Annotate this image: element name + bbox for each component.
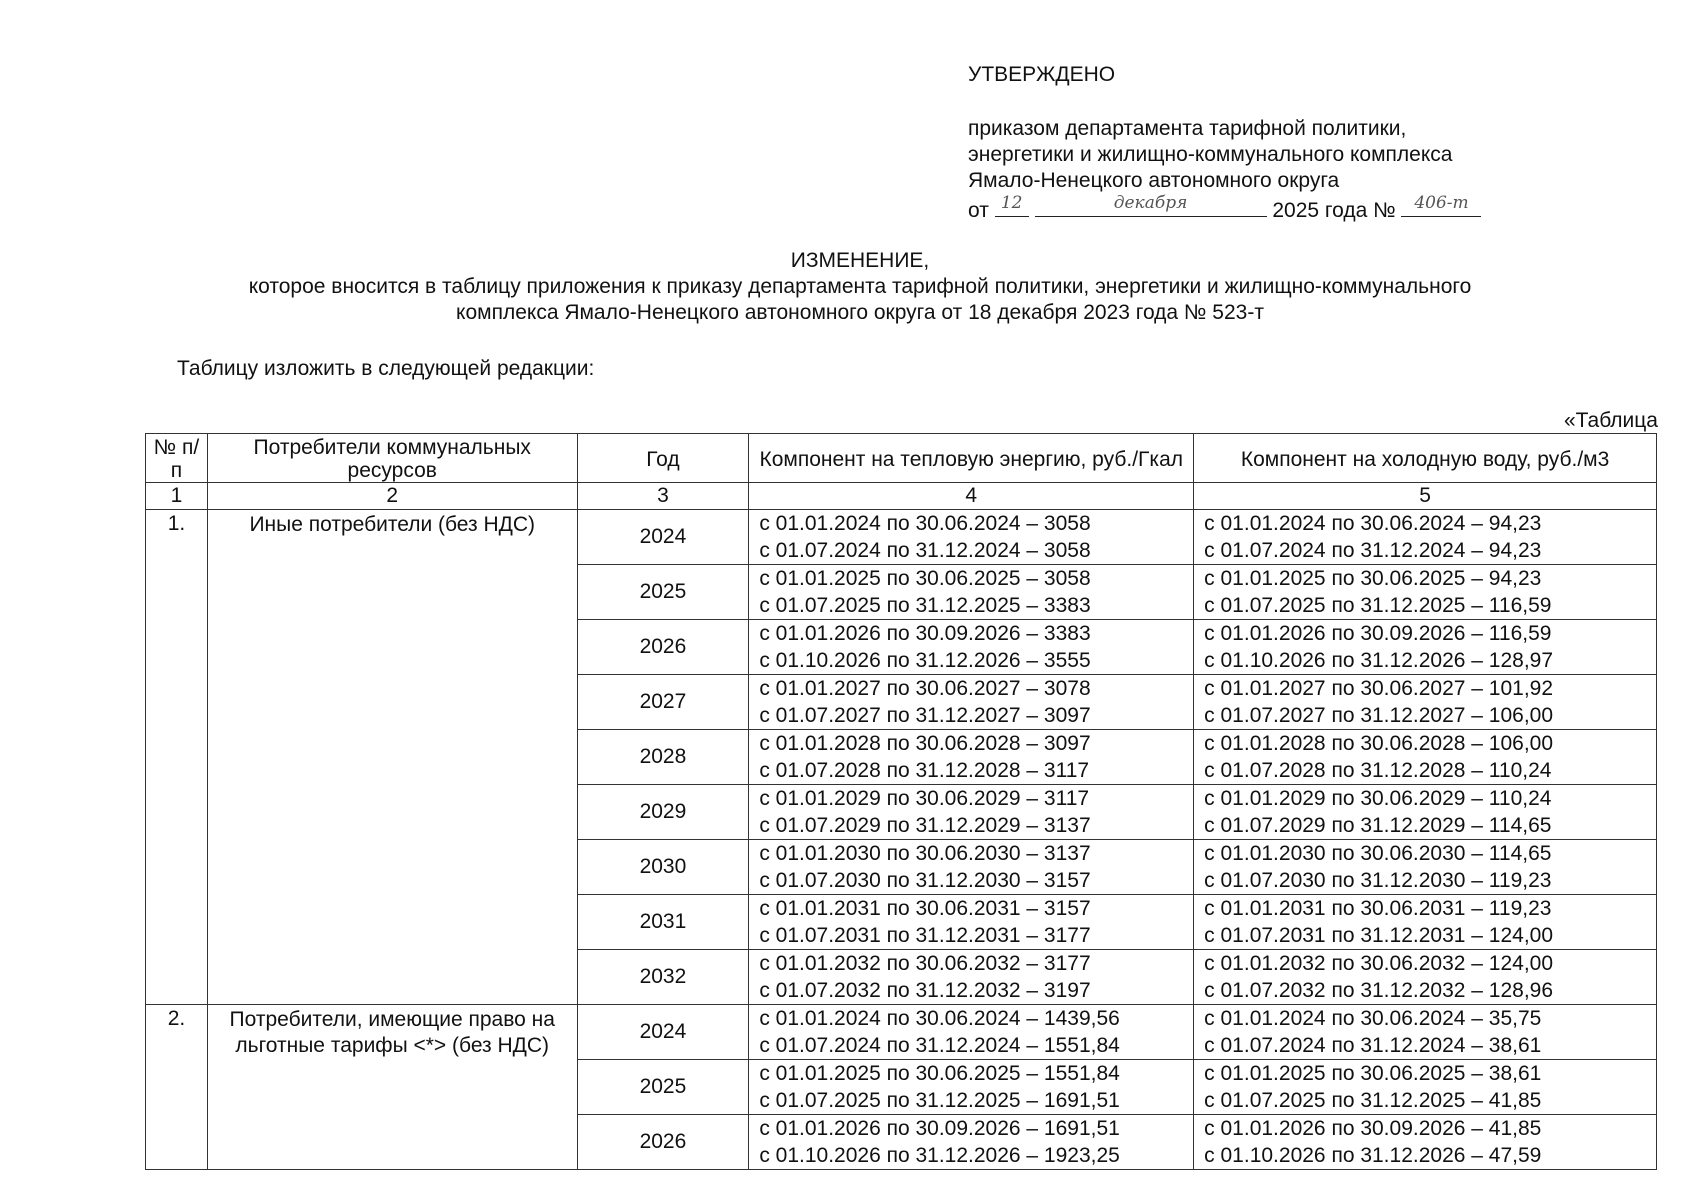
table-row [146, 510, 1657, 565]
heat-period-line: с 01.07.2028 по 31.12.2028 – 3117 [759, 759, 1090, 782]
year-cell: 2026 [577, 1115, 749, 1170]
year-cell: 2028 [577, 730, 749, 785]
water-tariff-cell [1194, 785, 1657, 840]
year-cell: 2030 [577, 840, 749, 895]
water-tariff-cell [1194, 510, 1657, 565]
year-cell: 2026 [577, 620, 749, 675]
heat-period-line: с 01.01.2029 по 30.06.2029 – 3117 [759, 787, 1090, 810]
month-handwritten: декабря [1113, 193, 1188, 213]
heat-period-line: с 01.07.2032 по 31.12.2032 – 3197 [759, 979, 1091, 1002]
from-label: от [968, 199, 989, 222]
heat-tariff-cell [749, 730, 1194, 785]
water-tariff-cell [1194, 1060, 1657, 1115]
heat-tariff-cell [749, 840, 1194, 895]
heat-tariff-cell [749, 620, 1194, 675]
water-tariff-cell [1194, 730, 1657, 785]
heat-period-line: с 01.01.2026 по 30.09.2026 – 3383 [759, 622, 1091, 645]
header-water: Компонент на холодную воду, руб./м3 [1194, 434, 1657, 483]
heat-tariff-cell [749, 785, 1194, 840]
heat-tariff-cell [749, 1115, 1194, 1170]
approval-heading: УТВЕРЖДЕНО [968, 63, 1116, 86]
water-tariff-cell [1194, 1115, 1657, 1170]
year-cell: 2031 [577, 895, 749, 950]
day-field [995, 194, 1029, 217]
column-number-row [146, 483, 1657, 510]
number-handwritten: 406-т [1414, 193, 1469, 213]
approval-line-3: Ямало-Ненецкого автономного округа [968, 169, 1340, 192]
heat-period-line: с 01.01.2026 по 30.09.2026 – 1691,51 [759, 1117, 1120, 1140]
water-period-line: с 01.07.2025 по 31.12.2025 – 41,85 [1204, 1089, 1542, 1112]
header-num: № п/п [146, 434, 208, 483]
heat-period-line: с 01.07.2024 по 31.12.2024 – 3058 [759, 539, 1091, 562]
table-body [146, 510, 1657, 1170]
water-period-line: с 01.07.2028 по 31.12.2028 – 110,24 [1204, 759, 1552, 782]
consumer-category: Потребители, имеющие право на льготные тарифы <*> (без НДС) [207, 1005, 577, 1170]
approval-line-1: приказом департамента тарифной политики, [968, 117, 1407, 140]
water-tariff-cell [1194, 950, 1657, 1005]
water-period-line: с 01.01.2027 по 30.06.2027 – 101,92 [1204, 677, 1554, 700]
water-period-line: с 01.01.2026 по 30.09.2026 – 41,85 [1204, 1117, 1542, 1140]
heat-period-line: с 01.01.2024 по 30.06.2024 – 3058 [759, 512, 1091, 535]
water-period-line: с 01.07.2027 по 31.12.2027 – 106,00 [1204, 704, 1554, 727]
water-period-line: с 01.07.2025 по 31.12.2025 – 116,59 [1204, 594, 1552, 617]
title-line-1: которое вносится в таблицу приложения к приказу департамента тарифной политики, энергетики и жилищно-коммунального [248, 275, 1472, 298]
heat-tariff-cell [749, 1005, 1194, 1060]
approval-block [968, 62, 1608, 224]
header-heat: Компонент на тепловую энергию, руб./Гкал [749, 434, 1194, 483]
row-number: 1. [146, 510, 208, 1005]
column-number: 5 [1194, 483, 1657, 510]
water-period-line: с 01.01.2024 по 30.06.2024 – 94,23 [1204, 512, 1542, 535]
heat-period-line: с 01.07.2025 по 31.12.2025 – 1691,51 [759, 1089, 1120, 1112]
year-cell: 2029 [577, 785, 749, 840]
heat-period-line: с 01.01.2024 по 30.06.2024 – 1439,56 [759, 1007, 1120, 1030]
row-number: 2. [146, 1005, 208, 1170]
column-number: 3 [577, 483, 749, 510]
heat-period-line: с 01.10.2026 по 31.12.2026 – 1923,25 [759, 1144, 1120, 1167]
intro-text: Таблицу изложить в следующей редакции: [177, 357, 595, 380]
heat-period-line: с 01.01.2025 по 30.06.2025 – 1551,84 [759, 1062, 1120, 1085]
water-tariff-cell [1194, 840, 1657, 895]
header-consumers: Потребители коммунальных ресурсов [207, 434, 577, 483]
heat-period-line: с 01.07.2030 по 31.12.2030 – 3157 [759, 869, 1091, 892]
water-tariff-cell [1194, 675, 1657, 730]
water-period-line: с 01.07.2031 по 31.12.2031 – 124,00 [1204, 924, 1554, 947]
day-handwritten: 12 [1000, 193, 1023, 213]
table-row [146, 1005, 1657, 1060]
heat-period-line: с 01.01.2031 по 30.06.2031 – 3157 [759, 897, 1091, 920]
water-tariff-cell [1194, 565, 1657, 620]
water-period-line: с 01.10.2026 по 31.12.2026 – 47,59 [1204, 1144, 1542, 1167]
heat-tariff-cell [749, 1060, 1194, 1115]
column-number: 4 [749, 483, 1194, 510]
year-text: 2025 года № [1272, 199, 1396, 222]
heat-period-line: с 01.10.2026 по 31.12.2026 – 3555 [759, 649, 1091, 672]
column-number: 2 [207, 483, 577, 510]
title-line-2: комплекса Ямало-Ненецкого автономного округа от 18 декабря 2023 года № 523-т [456, 301, 1264, 324]
heat-tariff-cell [749, 675, 1194, 730]
heat-period-line: с 01.07.2025 по 31.12.2025 – 3383 [759, 594, 1091, 617]
water-period-line: с 01.07.2030 по 31.12.2030 – 119,23 [1204, 869, 1552, 892]
heat-period-line: с 01.01.2032 по 30.06.2032 – 3177 [759, 952, 1091, 975]
water-period-line: с 01.01.2026 по 30.09.2026 – 116,59 [1204, 622, 1552, 645]
heat-tariff-cell [749, 895, 1194, 950]
number-field [1401, 194, 1481, 217]
heat-tariff-cell [749, 565, 1194, 620]
heat-period-line: с 01.07.2031 по 31.12.2031 – 3177 [759, 924, 1091, 947]
water-period-line: с 01.07.2024 по 31.12.2024 – 38,61 [1204, 1034, 1542, 1057]
water-tariff-cell [1194, 620, 1657, 675]
heat-period-line: с 01.07.2027 по 31.12.2027 – 3097 [759, 704, 1091, 727]
water-tariff-cell [1194, 895, 1657, 950]
heat-tariff-cell [749, 510, 1194, 565]
heat-tariff-cell [749, 950, 1194, 1005]
year-cell: 2032 [577, 950, 749, 1005]
water-period-line: с 01.10.2026 по 31.12.2026 – 128,97 [1204, 649, 1554, 672]
water-period-line: с 01.01.2030 по 30.06.2030 – 114,65 [1204, 842, 1552, 865]
water-period-line: с 01.01.2024 по 30.06.2024 – 35,75 [1204, 1007, 1542, 1030]
heat-period-line: с 01.01.2027 по 30.06.2027 – 3078 [759, 677, 1091, 700]
year-cell: 2025 [577, 1060, 749, 1115]
month-field [1035, 194, 1267, 217]
water-period-line: с 01.07.2029 по 31.12.2029 – 114,65 [1204, 814, 1552, 837]
year-cell: 2024 [577, 510, 749, 565]
water-tariff-cell [1194, 1005, 1657, 1060]
heat-period-line: с 01.01.2025 по 30.06.2025 – 3058 [759, 567, 1091, 590]
water-period-line: с 01.01.2025 по 30.06.2025 – 38,61 [1204, 1062, 1542, 1085]
year-cell: 2027 [577, 675, 749, 730]
water-period-line: с 01.01.2031 по 30.06.2031 – 119,23 [1204, 897, 1552, 920]
document-title [150, 248, 1570, 326]
water-period-line: с 01.01.2032 по 30.06.2032 – 124,00 [1204, 952, 1554, 975]
water-period-line: с 01.07.2024 по 31.12.2024 – 94,23 [1204, 539, 1542, 562]
water-period-line: с 01.01.2025 по 30.06.2025 – 94,23 [1204, 567, 1542, 590]
heat-period-line: с 01.07.2024 по 31.12.2024 – 1551,84 [759, 1034, 1120, 1057]
year-cell: 2024 [577, 1005, 749, 1060]
year-cell: 2025 [577, 565, 749, 620]
table-caption: «Таблица [1563, 409, 1658, 432]
column-number: 1 [146, 483, 208, 510]
header-year: Год [577, 434, 749, 483]
consumer-category: Иные потребители (без НДС) [207, 510, 577, 1005]
water-period-line: с 01.01.2029 по 30.06.2029 – 110,24 [1204, 787, 1552, 810]
water-period-line: с 01.07.2032 по 31.12.2032 – 128,96 [1204, 979, 1554, 1002]
approval-line-2: энергетики и жилищно-коммунального комплекса [968, 143, 1453, 166]
water-period-line: с 01.01.2028 по 30.06.2028 – 106,00 [1204, 732, 1554, 755]
table-header-row [146, 434, 1657, 483]
title-heading: ИЗМЕНЕНИЕ, [790, 249, 930, 272]
heat-period-line: с 01.01.2030 по 30.06.2030 – 3137 [759, 842, 1091, 865]
heat-period-line: с 01.07.2029 по 31.12.2029 – 3137 [759, 814, 1091, 837]
tariff-table [145, 433, 1657, 1170]
heat-period-line: с 01.01.2028 по 30.06.2028 – 3097 [759, 732, 1091, 755]
approval-date-line [968, 194, 1608, 224]
